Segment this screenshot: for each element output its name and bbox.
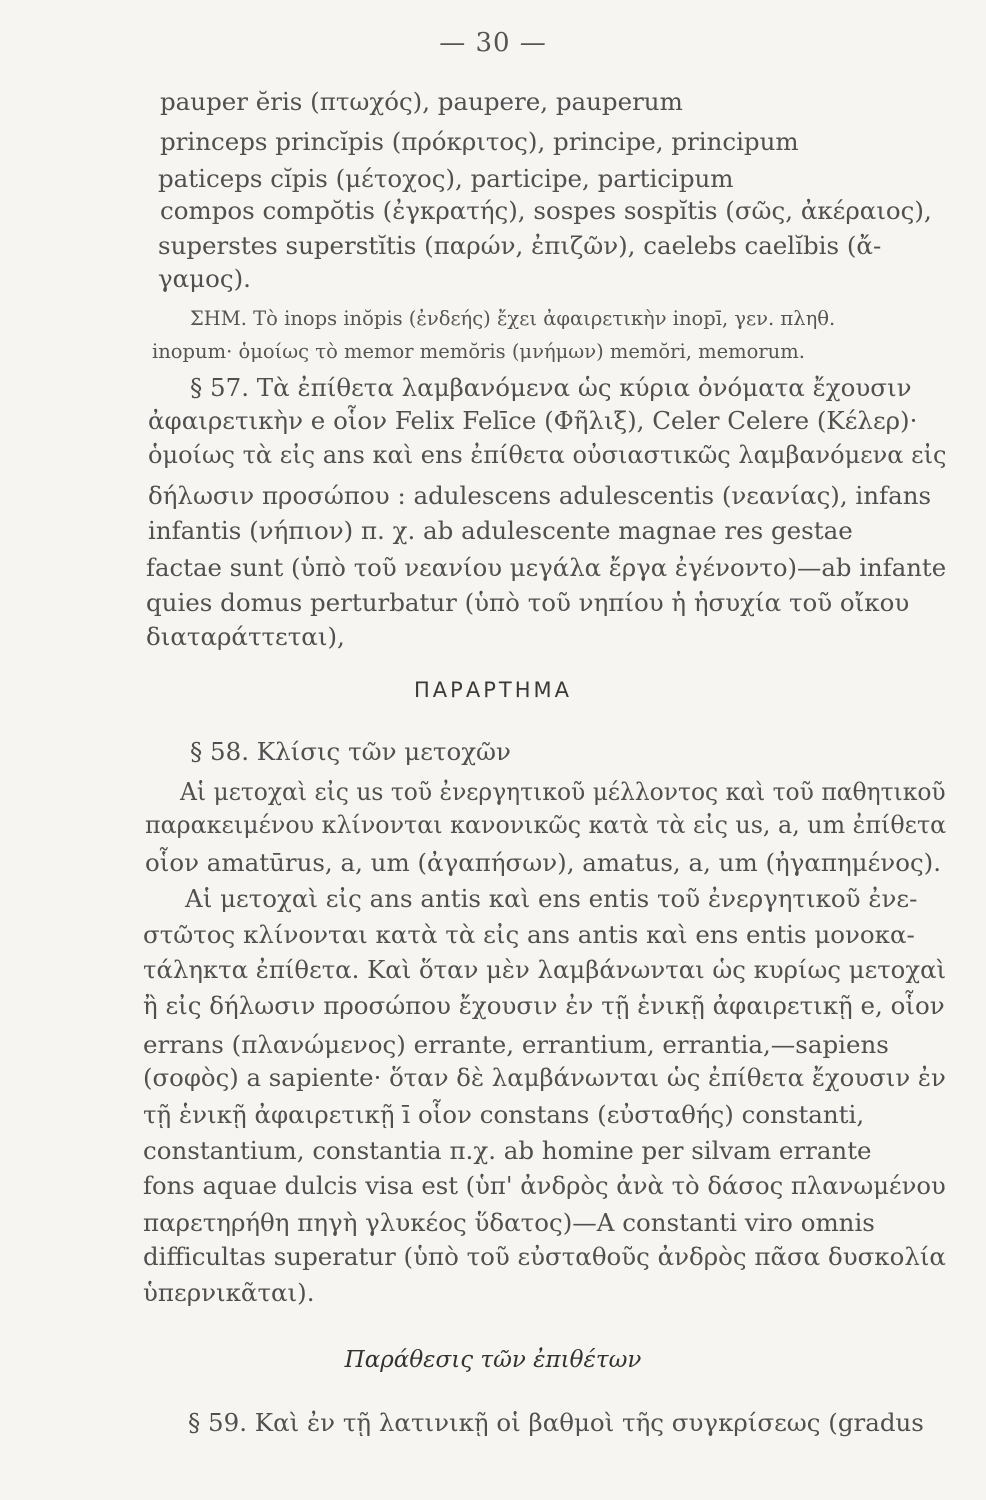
text-line: τάληκτα ἐπίθετα. Καὶ ὅταν μὲν λαμβάνωνται ὡς κυρίως μετοχαὶ (143, 955, 947, 984)
text-line: infantis (νήπιον) π. χ. ab adulescente magnae res gestae (148, 516, 853, 545)
section-58-heading: § 58. Κλίσις τῶν μετοχῶν (190, 737, 511, 766)
section-59-line: § 59. Καὶ ἐν τῇ λατινικῇ οἱ βαθμοὶ τῆς συγκρίσεως (gradus (188, 1408, 924, 1437)
text-line: fons aquae dulcis visa est (ὑπ' ἀνδρὸς ἀνὰ τὸ δάσος πλανωμένου (143, 1171, 946, 1200)
text-line: ἀφαιρετικὴν e οἷον Felix Felīce (Φῆλιξ), Celer Celere (Κέλερ)· (148, 406, 918, 435)
text-line: difficultas superatur (ὑπὸ τοῦ εὐσταθοῦς ἀνδρὸς πᾶσα δυσκολία (143, 1242, 946, 1271)
section-57-heading: § 57. Τὰ ἐπίθετα λαμβανόμενα ὡς κύρια ὀνόματα ἔχουσιν (190, 373, 912, 402)
text-line: superstes superstĭtis (παρών, ἐπιζῶν), caelebs caelĭbis (ἄ- (158, 231, 882, 260)
text-line: παρετηρήθη πηγὴ γλυκέος ὕδατος)—A constanti viro omnis (143, 1208, 875, 1237)
text-line: ὑπερνικᾶται). (143, 1278, 315, 1307)
text-line: ἢ εἰς δήλωσιν προσώπου ἔχουσιν ἐν τῇ ἑνικῇ ἀφαιρετικῇ e, οἷον (143, 991, 945, 1020)
text-line: οἷον amatūrus, a, um (ἀγαπήσων), amatus, a, um (ἠγαπημένος). (145, 848, 942, 877)
text-line: Αἱ μετοχαὶ εἰς ans antis καὶ ens entis τοῦ ἐνεργητικοῦ ἐνε- (185, 884, 918, 913)
text-line: princeps princĭpis (πρόκριτος), principe, principum (160, 127, 799, 156)
note-line: inopum· ὁμοίως τὸ memor memŏris (μνήμων) memŏri, memorum. (152, 340, 805, 363)
text-line: παρακειμένου κλίνονται κανονικῶς κατὰ τὰ εἰς us, a, um ἐπίθετα (145, 810, 947, 839)
text-line: (σοφὸς) a sapiente· ὅταν δὲ λαμβάνωνται ὡς ἐπίθετα ἔχουσιν ἐν (143, 1063, 946, 1092)
text-line: compos compŏtis (ἐγκρατής), sospes sospĭtis (σῶς, ἀκέραιος), (160, 196, 932, 225)
text-line: factae sunt (ὑπὸ τοῦ νεανίου μεγάλα ἔργα ἐγένοντο)—ab infante (146, 553, 947, 582)
text-line: στῶτος κλίνονται κατὰ τὰ εἰς ans antis καὶ ens entis μονοκα- (143, 920, 915, 949)
text-line: διαταράττεται), (146, 622, 345, 651)
text-line: paticeps cĭpis (μέτοχος), participe, participum (158, 164, 734, 193)
text-line: quies domus perturbatur (ὑπὸ τοῦ νηπίου ἡ ἡσυχία τοῦ οἴκου (146, 588, 910, 617)
text-line: δήλωσιν προσώπου : adulescens adulescentis (νεανίας), infans (148, 481, 932, 510)
text-line: constantium, constantia π.χ. ab homine per silvam errante (143, 1136, 872, 1165)
page-number: — 30 — (439, 28, 547, 58)
text-line: pauper ĕris (πτωχός), paupere, pauperum (160, 87, 683, 116)
appendix-heading: ΠΑΡΑΡΤΗΜΑ (414, 678, 572, 702)
text-line: τῇ ἑνικῇ ἀφαιρετικῇ ī οἷον constans (εὐσταθής) constanti, (143, 1100, 865, 1129)
note-line: ΣΗΜ. Τὸ inops inŏpis (ἐνδεής) ἔχει ἀφαιρετικὴν inopī, γεν. πληθ. (190, 307, 836, 330)
text-line: Αἱ μετοχαὶ εἰς us τοῦ ἐνεργητικοῦ μέλλοντος καὶ τοῦ παθητικοῦ (180, 777, 946, 806)
text-line: γαμος). (158, 264, 251, 293)
section-title-italic: Παράθεσις τῶν ἐπιθέτων (344, 1347, 642, 1373)
text-line: ὁμοίως τὰ εἰς ans καὶ ens ἐπίθετα οὐσιαστικῶς λαμβανόμενα εἰς (148, 440, 947, 469)
text-line: errans (πλανώμενος) errante, errantium, errantia,—sapiens (143, 1030, 889, 1059)
